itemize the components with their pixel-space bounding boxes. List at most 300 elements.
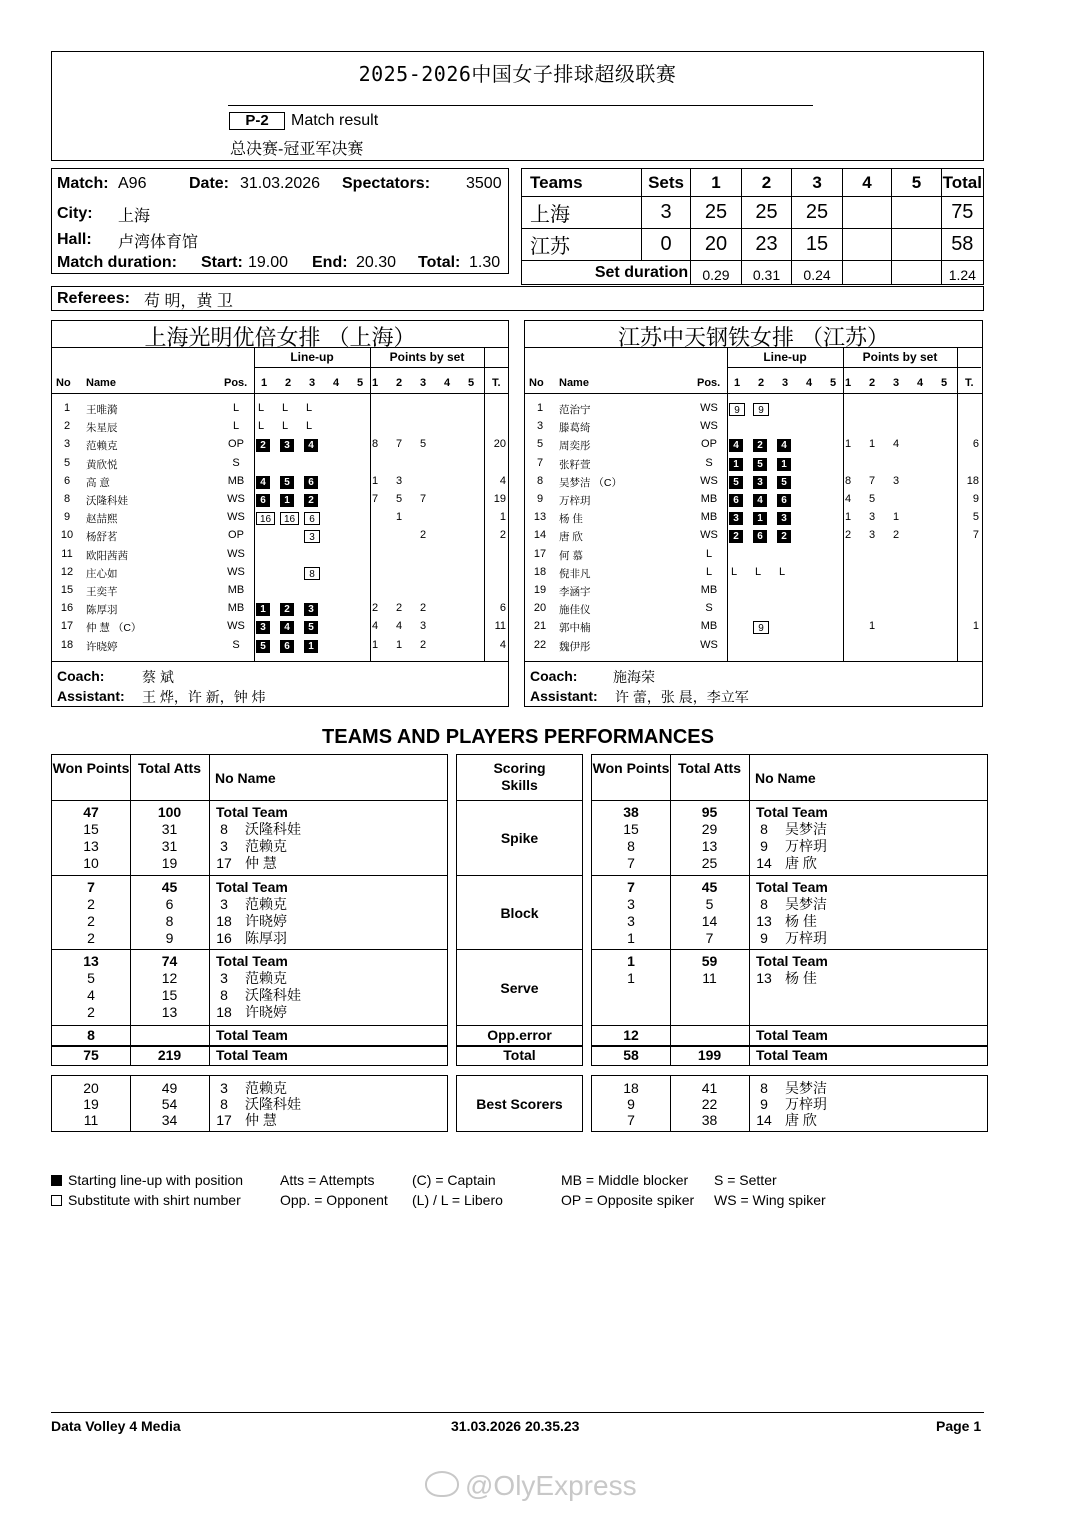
- starting-position-box: [777, 530, 791, 543]
- sb-team: 上海: [522, 197, 642, 229]
- player-row: [525, 456, 982, 474]
- substitute-box: [304, 512, 320, 525]
- team-head-mid-line: [254, 367, 508, 368]
- city-label: City:: [57, 205, 93, 222]
- starting-position-number: 4: [753, 494, 767, 507]
- set-points: 1: [396, 638, 403, 651]
- player-position: WS: [700, 402, 718, 414]
- col-points-set-header: 3: [893, 377, 900, 389]
- col-points-set-header: 5: [468, 377, 475, 389]
- match-phase: 总决赛-冠亚军决赛: [230, 141, 364, 158]
- legend-substitute: [51, 1192, 241, 1208]
- team-head-bottom-line: [525, 393, 982, 394]
- hall-value: 卢湾体育馆: [118, 234, 199, 251]
- player-name: 唐 欣: [559, 531, 583, 544]
- player-name: 赵喆熙: [86, 513, 118, 526]
- starting-position-number: 1: [753, 512, 767, 525]
- player-name: 范赖克: [245, 838, 287, 854]
- player-row: [52, 638, 508, 656]
- set-duration: [892, 261, 941, 285]
- player-name: 范赖克: [86, 440, 118, 453]
- starting-position-number: 3: [280, 439, 294, 452]
- total-atts: 9: [165, 930, 174, 946]
- total-atts: 31: [161, 821, 178, 837]
- set-points: 5: [396, 493, 403, 505]
- team-head-top-line: [525, 347, 982, 348]
- player-name: 吴梦洁: [785, 896, 827, 912]
- perf-header-skills: [456, 754, 583, 801]
- libero-mark: L: [258, 420, 265, 433]
- player-row: [52, 401, 508, 419]
- player-position: WS: [227, 511, 245, 524]
- col-lineup-set-header: 3: [309, 377, 316, 389]
- set-points: 4: [845, 493, 852, 505]
- player-number: 13: [756, 913, 772, 929]
- player-number: 9: [63, 511, 71, 524]
- player-position: WS: [700, 420, 718, 433]
- player-name: 郭中楠: [559, 622, 591, 635]
- match-value: A96: [118, 175, 147, 192]
- starting-position-box: [777, 458, 791, 471]
- competition-title: 2025-2026中国女子排球超级联赛: [358, 62, 677, 86]
- perf-total-home: [51, 1045, 448, 1066]
- col-divider: [749, 801, 750, 875]
- best-scorer-atts: 34: [161, 1112, 178, 1128]
- player-name: 沃隆科娃: [245, 987, 301, 1003]
- player-number: 8: [760, 896, 768, 912]
- player-position: S: [705, 456, 713, 469]
- total-atts: 219: [157, 1047, 182, 1063]
- starting-position-box: [753, 476, 767, 489]
- player-name: 张籽萱: [559, 458, 591, 471]
- starting-position-number: 1: [729, 458, 743, 471]
- total-points: 58: [623, 1047, 639, 1063]
- starting-position-number: 5: [777, 476, 791, 489]
- starting-position-box: [304, 640, 318, 653]
- player-row: [52, 510, 508, 528]
- set-points: 3: [869, 529, 876, 542]
- set-points: 2: [420, 529, 427, 542]
- player-name: 滕葛绮: [559, 422, 591, 435]
- starting-position-box: [729, 439, 743, 452]
- player-position: MB: [700, 620, 718, 633]
- player-row: [52, 601, 508, 619]
- sb-total: 58: [941, 229, 983, 261]
- total-atts: 45: [161, 879, 178, 895]
- date-value: 31.03.2026: [240, 175, 321, 192]
- set-points: 1: [845, 438, 852, 451]
- header-box: [51, 51, 984, 161]
- player-position: WS: [227, 493, 245, 505]
- starting-position-number: 6: [304, 476, 318, 489]
- hall-label: Hall:: [57, 231, 92, 248]
- col-no-header: No: [56, 377, 71, 389]
- player-name: 万梓玥: [785, 930, 827, 946]
- player-total-points: 4: [499, 638, 506, 651]
- coach-label: Coach:: [530, 668, 578, 684]
- player-total-points: 1: [499, 511, 506, 524]
- col-divider: [209, 801, 210, 875]
- player-number: 17: [60, 620, 74, 633]
- referees-value: 苟 明，黄 卫: [144, 293, 233, 310]
- player-total-points: 6: [499, 602, 506, 615]
- starting-position-number: 1: [280, 494, 294, 507]
- substitute-box: [753, 621, 769, 634]
- player-name: 沃隆科娃: [245, 1096, 301, 1112]
- won-points: 1: [627, 970, 635, 986]
- player-position: OP: [701, 438, 717, 451]
- end-value: 20.30: [356, 254, 397, 271]
- player-number: 3: [63, 438, 71, 451]
- performance-title: TEAMS AND PLAYERS PERFORMANCES: [322, 726, 714, 748]
- skill-label: Serve: [500, 979, 539, 996]
- sb-head-set3: 3: [792, 169, 843, 197]
- header-divider: [228, 105, 813, 106]
- col-lineup-set-header: 5: [357, 377, 364, 389]
- perf-spike-home: [51, 800, 448, 876]
- starting-position-number: 2: [304, 494, 318, 507]
- player-position: MB: [700, 584, 718, 596]
- player-total-points: 9: [972, 493, 979, 505]
- player-row: [525, 601, 982, 619]
- player-name: 李涵宇: [559, 586, 591, 598]
- col-points-set-header: 1: [372, 377, 379, 389]
- player-row: [52, 474, 508, 492]
- starting-position-box: [304, 439, 318, 452]
- starting-position-box: [280, 640, 294, 653]
- best-scorers-label: Best Scorers: [476, 1096, 563, 1112]
- total-team-label: Total Team: [216, 1027, 288, 1043]
- sb-total: 75: [941, 197, 983, 229]
- perf-serve-home: [51, 949, 448, 1026]
- player-name: 杨 佳: [785, 970, 817, 986]
- starting-position-box: [777, 494, 791, 507]
- won-points: 10: [83, 855, 99, 871]
- player-row: [52, 456, 508, 474]
- col-lineup-set-header: 4: [333, 377, 340, 389]
- starting-position-box: [777, 512, 791, 525]
- points-by-set-header: Points by set: [862, 350, 938, 364]
- total-duration: 1.24: [941, 261, 983, 285]
- total-team-label: Total Team: [756, 804, 828, 820]
- player-total-points: 7: [972, 529, 979, 542]
- footer-center: 31.03.2026 20.35.23: [451, 1418, 580, 1434]
- player-number: 18: [216, 1004, 232, 1020]
- col-lineup-set-header: 5: [830, 377, 837, 389]
- opp-error-label: Opp.error: [487, 1027, 552, 1043]
- skill-label: Spike: [500, 830, 539, 846]
- team-body-bottom-line: [525, 661, 982, 662]
- match-label: Match:: [57, 175, 109, 192]
- player-number: 5: [536, 438, 544, 451]
- player-name: 沃隆科娃: [86, 495, 128, 507]
- sb-set-score: [842, 197, 891, 229]
- player-number: 8: [536, 474, 544, 487]
- player-name: 唐 欣: [785, 855, 817, 871]
- set-duration: 0.29: [691, 261, 742, 285]
- player-position: MB: [700, 511, 718, 524]
- player-number: 21: [533, 620, 547, 633]
- total-atts: 59: [701, 953, 718, 969]
- scoreboard-header-row: [522, 169, 984, 197]
- substitute-shirt-number: 9: [729, 403, 745, 416]
- player-name: 高 意: [86, 476, 110, 489]
- col-name-header: Name: [559, 377, 589, 389]
- starting-position-number: 2: [777, 530, 791, 543]
- set-points: 2: [893, 529, 900, 542]
- player-position: OP: [228, 529, 244, 542]
- won-points: 3: [627, 913, 635, 929]
- player-position: MB: [700, 493, 718, 505]
- player-name: 仲 慧: [245, 855, 277, 871]
- total-atts: 19: [161, 855, 178, 871]
- legend-s: S = Setter: [714, 1172, 777, 1188]
- player-name: 周奕彤: [559, 440, 591, 453]
- set-points: 1: [845, 511, 852, 524]
- player-row: [525, 547, 982, 565]
- col-lineup-set-header: 3: [782, 377, 789, 389]
- set-points: 1: [869, 620, 876, 633]
- substitute-shirt-number: 3: [304, 530, 320, 543]
- player-number: 18: [533, 565, 547, 578]
- assistant-label: Assistant:: [530, 688, 598, 704]
- player-name: 吴梦洁: [785, 1080, 827, 1096]
- scoring-skills-header: Scoring Skills: [493, 760, 546, 793]
- player-number: 14: [533, 529, 547, 542]
- player-row: [525, 492, 982, 510]
- player-name: 魏伊彤: [559, 640, 591, 653]
- starting-position-box: [777, 476, 791, 489]
- player-number: 22: [533, 638, 547, 651]
- sb-set-score: 25: [792, 197, 843, 229]
- total-atts: 74: [161, 953, 178, 969]
- col-divider: [749, 1076, 750, 1131]
- total-atts: 13: [701, 838, 718, 854]
- perf-header-right: [591, 754, 988, 801]
- player-number: 15: [60, 584, 74, 596]
- col-name-header: Name: [86, 377, 116, 389]
- player-position: L: [705, 547, 713, 560]
- skill-label: Block: [500, 904, 539, 921]
- team-head-top-line: [52, 347, 508, 348]
- player-number: 13: [756, 970, 772, 986]
- scoreboard: [521, 168, 984, 283]
- player-position: WS: [700, 474, 718, 487]
- player-name: 万梓玥: [785, 838, 827, 854]
- player-position: S: [232, 456, 240, 469]
- starting-position-number: 5: [753, 458, 767, 471]
- best-scorer-points: 18: [623, 1080, 639, 1096]
- col-divider: [209, 1047, 210, 1065]
- col-divider: [209, 1026, 210, 1045]
- col-points-set-header: 1: [845, 377, 852, 389]
- set-points: 4: [396, 620, 403, 633]
- won-points: 13: [83, 838, 99, 854]
- team-head-bottom-line: [52, 393, 508, 394]
- home-team-name: 上海光明优倍女排 （上海）: [144, 326, 416, 351]
- libero-mark: L: [755, 565, 762, 578]
- perf-header-left: [51, 754, 448, 801]
- best-scorer-points: 9: [627, 1096, 635, 1112]
- starting-position-box: [256, 640, 270, 653]
- sb-set-score: [842, 229, 891, 261]
- won-points: 5: [87, 970, 95, 986]
- starting-position-number: 5: [304, 621, 318, 634]
- filled-square-icon: [51, 1175, 62, 1186]
- player-number: 8: [760, 1080, 768, 1096]
- sb-head-total: Total: [941, 169, 983, 197]
- sb-set-score: 25: [691, 197, 742, 229]
- col-lineup-set-header: 1: [261, 377, 268, 389]
- total-team-label: Total Team: [756, 879, 828, 895]
- no-name-header: No Name: [755, 770, 816, 786]
- libero-mark: L: [731, 565, 738, 578]
- no-name-header: No Name: [215, 770, 276, 786]
- won-points: 15: [83, 821, 99, 837]
- perf-opp-error-home: [51, 1025, 448, 1046]
- player-number: 3: [220, 838, 228, 854]
- starting-position-number: 4: [777, 439, 791, 452]
- legend-ws: WS = Wing spiker: [714, 1192, 826, 1208]
- legend-captain: (C) = Captain: [412, 1172, 496, 1188]
- player-row: [52, 565, 508, 583]
- opp-error-points: 8: [87, 1027, 95, 1043]
- won-points: 2: [87, 930, 95, 946]
- total-team-label: Total Team: [216, 804, 288, 820]
- player-total-points: 4: [499, 474, 506, 487]
- opp-error-box: [456, 1025, 583, 1046]
- total-box: [456, 1045, 583, 1066]
- player-name: 许晓婷: [86, 640, 118, 653]
- starting-position-number: 1: [777, 458, 791, 471]
- sb-set-score: [892, 229, 941, 261]
- player-row: [525, 565, 982, 583]
- set-points: 2: [372, 602, 379, 615]
- sb-head-sets: Sets: [641, 169, 690, 197]
- perf-best-scorers-home: [51, 1075, 448, 1132]
- total-atts: 8: [165, 913, 174, 929]
- assistant-names: 许 蕾，张 晨，李立军: [615, 689, 749, 705]
- total-atts: 7: [705, 930, 714, 946]
- starting-position-box: [280, 494, 294, 507]
- skill-box: [456, 875, 583, 950]
- starting-position-number: 3: [256, 621, 270, 634]
- player-name: 仲 慧: [245, 1112, 277, 1128]
- substitute-box: [256, 512, 275, 525]
- player-row: [525, 619, 982, 637]
- set-points: 2: [420, 602, 427, 615]
- player-name: 万梓玥: [559, 495, 591, 507]
- won-points: 2: [87, 896, 95, 912]
- player-number: 3: [220, 1080, 228, 1096]
- team-head-mid-line: [727, 367, 981, 368]
- player-position: MB: [227, 474, 245, 487]
- starting-position-box: [753, 530, 767, 543]
- substitute-shirt-number: 16: [256, 512, 275, 525]
- set-points: 1: [396, 511, 403, 524]
- player-number: 14: [756, 1112, 772, 1128]
- player-number: 3: [220, 970, 228, 986]
- opp-error-points: 12: [623, 1027, 639, 1043]
- set-points: 5: [869, 493, 876, 505]
- player-row: [525, 528, 982, 546]
- legend-atts: Atts = Attempts: [280, 1172, 375, 1188]
- col-divider: [209, 755, 210, 800]
- total-atts: 12: [161, 970, 178, 986]
- coach-name: 施海荣: [613, 669, 655, 685]
- player-row: [525, 474, 982, 492]
- legend-opp: Opp. = Opponent: [280, 1192, 388, 1208]
- legend-substitute-text: Substitute with shirt number: [68, 1192, 241, 1208]
- won-points-header: Won Points: [592, 760, 670, 776]
- city-value: 上海: [118, 208, 151, 225]
- away-team-box: [524, 320, 983, 707]
- starting-position-box: [256, 603, 270, 616]
- player-number: 9: [536, 493, 544, 505]
- player-name: 许晓婷: [245, 1004, 287, 1020]
- set-duration: 0.24: [792, 261, 843, 285]
- libero-mark: L: [258, 402, 265, 414]
- won-points: 13: [83, 953, 99, 969]
- player-number: 18: [60, 638, 74, 651]
- col-points-set-header: 4: [917, 377, 924, 389]
- starting-position-number: 3: [777, 512, 791, 525]
- starting-position-number: 2: [753, 439, 767, 452]
- col-divider: [749, 755, 750, 800]
- starting-position-box: [280, 439, 294, 452]
- total-label: Total:: [418, 254, 461, 271]
- player-total-points: 20: [493, 438, 506, 451]
- spectators-value: 3500: [466, 175, 502, 192]
- col-pos-header: Pos.: [224, 377, 248, 389]
- sb-set-score: 23: [741, 229, 792, 261]
- sb-head-set2: 2: [741, 169, 792, 197]
- substitute-box: [280, 512, 299, 525]
- substitute-shirt-number: 16: [280, 512, 299, 525]
- won-points: 1: [627, 953, 635, 969]
- starting-position-box: [729, 494, 743, 507]
- perf-block-home: [51, 875, 448, 950]
- libero-mark: L: [306, 420, 313, 433]
- starting-position-number: 6: [777, 494, 791, 507]
- sb-set-score: 25: [741, 197, 792, 229]
- starting-position-box: [729, 458, 743, 471]
- sb-sets: 0: [641, 229, 690, 261]
- player-position: WS: [227, 547, 245, 560]
- player-name: 吴梦洁 （C）: [559, 476, 622, 489]
- total-atts: 31: [161, 838, 178, 854]
- player-position: MB: [227, 602, 245, 615]
- best-scorer-points: 11: [83, 1112, 99, 1128]
- watermark-text: @OlyExpress: [465, 1470, 637, 1501]
- set-points: 3: [420, 620, 427, 633]
- best-scorers-box: [456, 1075, 583, 1132]
- won-points: 2: [87, 913, 95, 929]
- player-row: [525, 510, 982, 528]
- sb-head-set5: 5: [892, 169, 941, 197]
- col-lineup-set-header: 2: [285, 377, 292, 389]
- player-number: 20: [533, 602, 547, 615]
- player-number: 9: [760, 1096, 768, 1112]
- libero-mark: L: [282, 402, 289, 414]
- best-scorer-points: 19: [83, 1096, 99, 1112]
- player-name: 何 慕: [559, 549, 583, 562]
- referees-box: [51, 286, 984, 311]
- player-row: [52, 437, 508, 455]
- scoreboard-row-home: [522, 197, 984, 229]
- player-row: [525, 437, 982, 455]
- player-name: 杨 佳: [785, 913, 817, 929]
